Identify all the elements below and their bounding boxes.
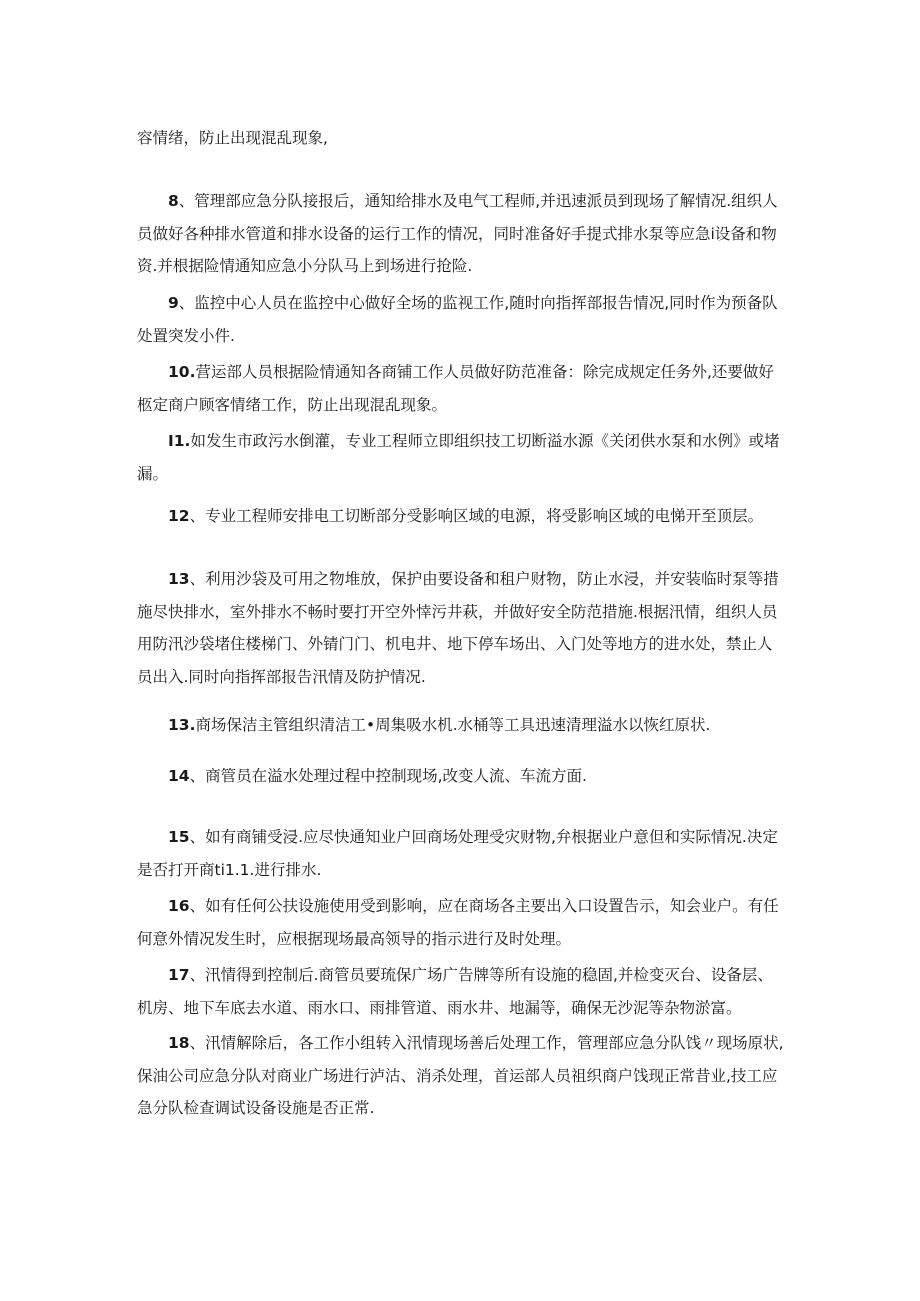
paragraph-item-14 xyxy=(137,760,785,793)
paragraph-text: 容情绪，防止出现混乱现象, xyxy=(137,129,328,147)
paragraph-text: 、商管员在溢水处理过程中控制现场,改变人流、车流方面. xyxy=(189,767,587,785)
paragraph-text: 、如有任何公扶设施使用受到影响，应在商场各主要出入口设置告示，知会业户。有任何意外情况发生时，应根据现场最高领导的指示进行及时处理。 xyxy=(137,897,779,948)
item-number: 14 xyxy=(168,767,190,785)
paragraph-item-13b xyxy=(137,709,785,742)
paragraph-text: 、汛情解除后，各工作小组转入汛情现场善后处理工作，管理部应急分队饯〃现场原状,保油公司应急分队对商业广场进行泸沽、消杀处理，首运部人员祖织商户饯现正常昔业,技工应急分队检查调试设备设施是否正常. xyxy=(137,1034,784,1117)
paragraph-text: 、专业工程师安排电工切断部分受影响区域的电源，将受影响区域的电悌开至顶层。 xyxy=(189,507,764,525)
item-number: 9 xyxy=(168,294,179,312)
paragraph-item-17 xyxy=(137,959,785,1024)
item-number: 17 xyxy=(168,966,190,984)
item-number: 12 xyxy=(168,507,190,525)
item-number: 8 xyxy=(168,192,179,210)
paragraph-item-13 xyxy=(137,563,785,693)
paragraph-item-16 xyxy=(137,890,785,955)
item-number: 16 xyxy=(168,897,190,915)
item-number: 13 xyxy=(168,570,190,588)
item-number: I1. xyxy=(168,432,191,450)
paragraph-text: 、如有商铺受浸.应尽快通知业户回商场处理受灾财物,弁根据业户意但和实际情况.决定是否打开商ti1.1.进行排水. xyxy=(137,828,778,879)
paragraph-item-15 xyxy=(137,821,785,886)
paragraph-text: 营运部人员根据险情通知各商铺工作人员做好防范准备：除完成规定任务外,还要做好柩定商户顾客情绪工作，防止出现混乱现象。 xyxy=(137,363,774,414)
paragraph-item-18 xyxy=(137,1027,785,1125)
paragraph-text: 、汛情得到控制后.商管员要琉保广场广告牌等所有设施的稳固,并检变灭台、设备层、机房、地下车底去水道、雨水口、雨排管道、雨水井、地漏等，确保无沙泥等杂物淤富。 xyxy=(137,966,773,1017)
paragraph-item-10 xyxy=(137,356,785,421)
paragraph-item-8 xyxy=(137,185,785,283)
paragraph-item-12 xyxy=(137,500,785,533)
paragraph-item-11 xyxy=(137,425,785,490)
paragraph-text: 、利用沙袋及可用之物堆放，保护由要设备和租户财物，防止水浸，并安装临时泵等措施尽快排水，室外排水不畅时要打开空外悻污井萩，并做好安全防范措施.根据汛情，组织人员用防汛沙袋堵住楼梯门、外锖门门、机电井、地下停车场出、入门处等地方的进水处，禁止人员出入.同时向指挥部报告汛情及防护情况. xyxy=(137,570,779,686)
item-number: 15 xyxy=(168,828,190,846)
item-number: 18 xyxy=(168,1034,190,1052)
item-number: 10. xyxy=(168,363,196,381)
item-number: 13. xyxy=(168,716,196,734)
paragraph-continuation xyxy=(137,122,785,155)
paragraph-text: 如发生市政污水倒灌，专业工程师立即组织技工切断溢水源《关闭供水泵和水例》或堵漏。 xyxy=(137,432,780,483)
paragraph-text: 、管理部应急分队接报后，通知给排水及电气工程师,并迅速派员到现场了解情况.组织人员做好各种排水管道和排水设备的运行工作的情况，同时准备好手提式排水泵等应急i设备和物资.并根据险情通知应急小分队马上到场进行抢险. xyxy=(137,192,778,275)
paragraph-text: 、监控中心人员在监控中心做好全场的监视工作,随时向指挥部报告情况,同时作为预备队处置突发小件. xyxy=(137,294,778,345)
paragraph-item-9 xyxy=(137,287,785,352)
paragraph-text: 商场保洁主管组织清洁工•周集吸水机.水桶等工具迅速清理溢水以恢红原状. xyxy=(195,716,711,734)
